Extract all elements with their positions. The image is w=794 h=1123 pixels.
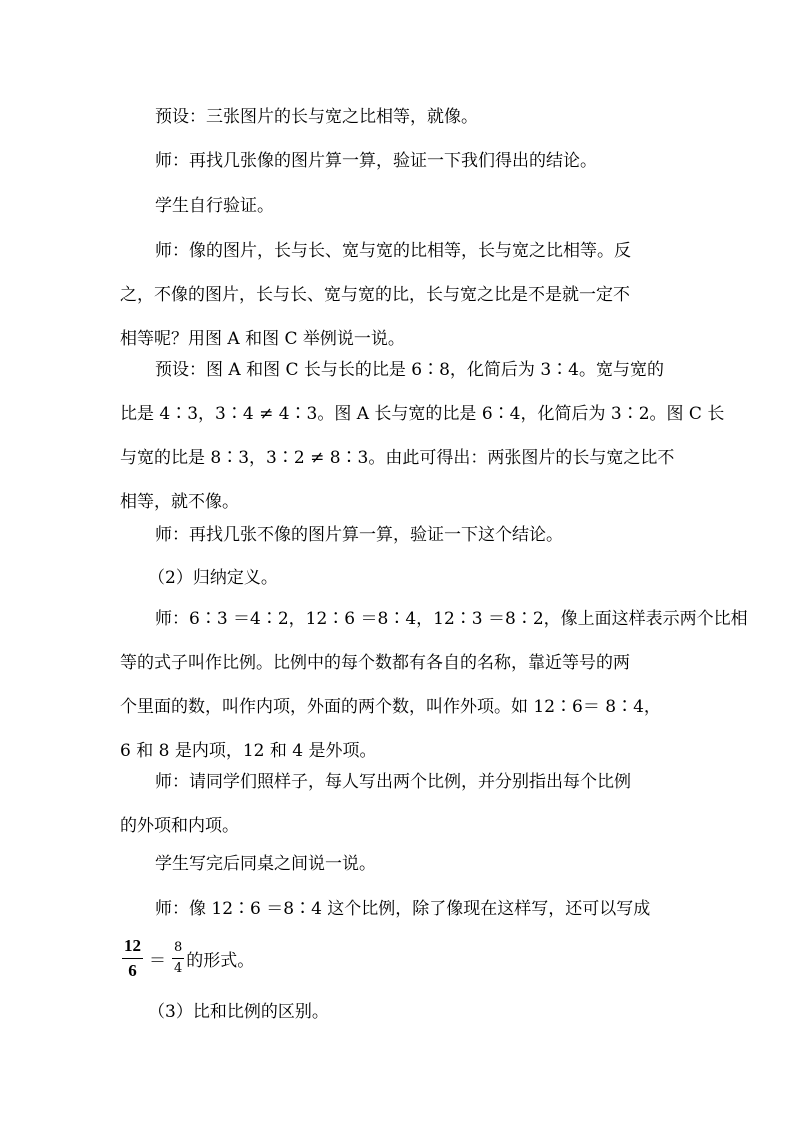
- paragraph-line: 之，不像的图片，长与长、宽与宽的比，长与宽之比是不是就一定不: [120, 285, 630, 305]
- fraction-numerator: 12: [124, 935, 141, 955]
- equals-sign: ＝: [149, 950, 166, 971]
- section-heading: （3）比和比例的区别。: [148, 1002, 329, 1022]
- paragraph-line: 师：再找几张不像的图片算一算，验证一下这个结论。: [155, 525, 563, 545]
- paragraph-line: 与宽的比是 8∶3，3∶2 ≠ 8∶3。由此可得出：两张图片的长与宽之比不: [120, 448, 675, 468]
- paragraph-line: 预设：三张图片的长与宽之比相等，就像。: [155, 107, 478, 127]
- paragraph-8: [120, 597, 748, 773]
- paragraph-line: 师：像的图片，长与长、宽与宽的比相等，长与宽之比相等。反: [155, 241, 631, 261]
- paragraph-5: [120, 348, 725, 524]
- fraction-left: [122, 936, 143, 981]
- paragraph-line: 师：像 12∶6 ＝8∶4 这个比例，除了像现在这样写，还可以写成: [155, 899, 651, 919]
- paragraph-9: [120, 760, 680, 848]
- paragraph-line: 师：请同学们照样子，每人写出两个比例，并分别指出每个比例: [155, 772, 631, 792]
- paragraph-2: [120, 139, 680, 183]
- paragraph-line: 相等，就不像。: [120, 492, 239, 512]
- fraction-expression: [120, 930, 254, 986]
- paragraph-line: 的外项和内项。: [120, 816, 239, 836]
- paragraph-12-heading: [120, 990, 680, 1034]
- paragraph-6: [120, 513, 680, 557]
- paragraph-line: 个里面的数，叫作内项，外面的两个数，叫作外项。如 12∶6＝ 8∶4，: [120, 697, 661, 717]
- paragraph-3: [120, 184, 680, 228]
- paragraph-4: [120, 229, 680, 361]
- fraction-numerator: 8: [174, 939, 183, 955]
- paragraph-1: [120, 95, 680, 139]
- section-heading: （2）归纳定义。: [148, 568, 278, 588]
- paragraph-line: 师：再找几张像的图片算一算，验证一下我们得出的结论。: [155, 151, 597, 171]
- paragraph-line: 师：6∶3 ＝4∶2，12∶6 ＝8∶4，12∶3 ＝8∶2，像上面这样表示两个比相: [155, 609, 748, 629]
- paragraph-line: 学生写完后同桌之间说一说。: [155, 854, 376, 874]
- paragraph-11: [120, 887, 680, 931]
- paragraph-10: [120, 842, 680, 886]
- paragraph-line: 6 和 8 是内项，12 和 4 是外项。: [120, 741, 377, 761]
- paragraph-line: 比是 4∶3，3∶4 ≠ 4∶3。图 A 长与宽的比是 6∶4，化简后为 3∶2。图 C 长: [120, 404, 725, 424]
- fraction-denominator: 4: [174, 960, 183, 976]
- fraction-bar: [122, 958, 143, 959]
- paragraph-line: 等的式子叫作比例。比例中的每个数都有各自的名称，靠近等号的两: [120, 653, 630, 673]
- paragraph-line: 学生自行验证。: [155, 196, 274, 216]
- paragraph-line: 相等呢？用图 A 和图 C 举例说一说。: [120, 329, 405, 349]
- fraction-suffix: 的形式。: [186, 950, 255, 971]
- paragraph-line: 预设：图 A 和图 C 长与长的比是 6∶8，化简后为 3∶4。宽与宽的: [155, 360, 664, 380]
- fraction-denominator: 6: [128, 960, 137, 980]
- fraction-bar: [172, 958, 184, 959]
- paragraph-7-heading: [120, 556, 680, 600]
- fraction-right: [172, 940, 184, 977]
